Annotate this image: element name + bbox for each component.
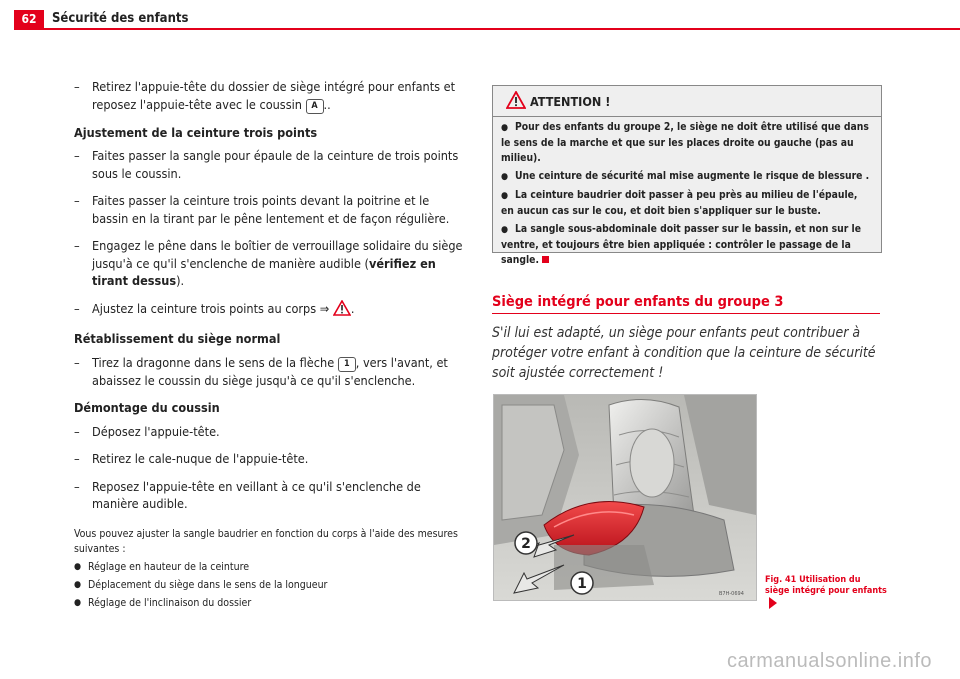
step-text-end: . <box>350 300 355 316</box>
step-text: Retirez le cale-nuque de l'appuie-tête. <box>92 451 309 466</box>
step-text: Faites passer la ceinture trois points devant la poitrine et le bassin en la tirant par le pêne lentement et de façon régulière. <box>92 193 450 226</box>
attention-item-text: La sangle sous-abdominale doit passer sur le bassin, et non sur le ventre, et toujours être bien appliquée : contrôler le passage de la sangle. <box>501 223 862 266</box>
step-item <box>74 354 464 390</box>
bullet-dot: ● <box>501 123 509 133</box>
seat-illustration <box>493 394 757 601</box>
dash-marker: – <box>74 79 80 94</box>
step-text-end: ). <box>176 273 185 288</box>
step-bold-text: vérifiez en tirant dessus <box>92 255 436 288</box>
figure-caption <box>765 575 895 611</box>
restore-heading: Rétablissement du siège normal <box>74 331 281 346</box>
caption-line-1: Fig. 41 Utilisation du <box>765 575 861 585</box>
step-text-end: .. <box>323 96 331 112</box>
step-item <box>74 78 464 114</box>
attention-item <box>501 120 873 166</box>
step-text: Reposez l'appuie-tête en veillant à ce qu'il s'enclenche de manière audible. <box>92 478 421 511</box>
step-item <box>74 237 464 290</box>
dash-marker: – <box>74 148 80 163</box>
left-column <box>74 78 464 611</box>
attention-body <box>493 117 881 268</box>
bullet-dot: ● <box>501 172 509 182</box>
belt-heading: Ajustement de la ceinture trois points <box>74 124 318 140</box>
attention-item <box>501 188 873 219</box>
step-item <box>74 423 464 441</box>
bullet-dot: ● <box>501 225 509 235</box>
page-header <box>0 0 960 30</box>
note-text: Vous pouvez ajuster la sangle baudrier en fonction du corps à l'aide des mesures suivantes : <box>74 527 458 555</box>
section-lead: S'il lui est adapté, un siège pour enfants peut contribuer à protéger votre enfant à condition que la ceinture de sécurité soit ajustée correctement ! <box>492 325 876 381</box>
attention-title: ATTENTION ! <box>530 94 611 109</box>
step-text: Déposez l'appuie-tête. <box>92 423 220 439</box>
dash-marker: – <box>74 478 80 494</box>
reference-arrow: ⇒ <box>319 300 330 316</box>
callout-2: 2 <box>521 536 531 552</box>
step-text: Tirez la dragonne dans le sens de la flèche <box>92 354 338 370</box>
dash-marker: – <box>74 423 80 439</box>
figure-code: B7H-0694 <box>719 591 744 597</box>
attention-item <box>501 169 873 185</box>
attention-item-text: Une ceinture de sécurité mal mise augmente le risque de blessure . <box>515 170 870 182</box>
header-rule <box>14 28 960 30</box>
step-text: Retirez l'appuie-tête du dossier de siège intégré pour enfants et reposez l'appuie-tête avec le coussin <box>92 79 456 112</box>
bullet-item: ● Réglage en hauteur de la ceinture <box>74 560 464 575</box>
attention-item-text: Pour des enfants du groupe 2, le siège ne doit être utilisé que dans le sens de la marche et que sur les places droite ou gauche (pas au milieu). <box>501 121 869 164</box>
attention-item <box>501 222 873 268</box>
bullet-item: ● Déplacement du siège dans le sens de la longueur <box>74 578 464 593</box>
dash-marker: – <box>74 300 80 316</box>
warning-triangle-icon <box>506 91 526 113</box>
dash-marker: – <box>74 238 80 253</box>
step-item <box>74 192 464 227</box>
step-item <box>74 147 464 182</box>
bullet-item: ● Réglage de l'inclinaison du dossier <box>74 596 464 611</box>
step-item <box>74 478 464 513</box>
caption-line-2-wrap <box>765 586 895 611</box>
end-square-icon <box>542 256 549 263</box>
attention-item-text: La ceinture baudrier doit passer à peu près au milieu de l'épaule, en aucun cas sur le cou, et doit bien s'appliquer sur le buste. <box>501 189 858 217</box>
step-text-end: , vers l'avant, et abaissez le coussin du siège jusqu'à ce qu'il s'enclenche. <box>92 354 448 388</box>
dash-marker: – <box>74 451 80 466</box>
dash-marker: – <box>74 354 80 370</box>
watermark: carmanualsonline.info <box>726 650 932 672</box>
remove-heading: Démontage du coussin <box>74 400 220 415</box>
seat-drawing <box>494 395 756 600</box>
step-text: Engagez le pêne dans le boîtier de verrouillage solidaire du siège jusqu'à ce qu'il s'enclenche de manière audible ( <box>92 238 463 271</box>
callout-badge-1: 1 <box>338 357 356 372</box>
section-title: Siège intégré pour enfants du groupe 3 <box>492 294 880 314</box>
bullet-dot: ● <box>501 191 509 201</box>
next-page-arrow-icon <box>769 597 777 609</box>
step-item <box>74 300 464 321</box>
attention-header <box>493 86 881 117</box>
warning-triangle-icon <box>333 300 351 321</box>
attention-box <box>492 85 882 266</box>
step-item <box>74 450 464 468</box>
page-number: 62 <box>14 10 44 29</box>
callout-badge-a: A <box>306 99 324 114</box>
callout-1: 1 <box>577 576 587 592</box>
page-title: Sécurité des enfants <box>52 11 189 26</box>
caption-line-2: siège intégré pour enfants <box>765 586 887 596</box>
dash-marker: – <box>74 193 80 208</box>
step-text: Faites passer la sangle pour épaule de la ceinture de trois points sous le coussin. <box>92 148 459 181</box>
step-text: Ajustez la ceinture trois points au corps <box>92 300 320 316</box>
